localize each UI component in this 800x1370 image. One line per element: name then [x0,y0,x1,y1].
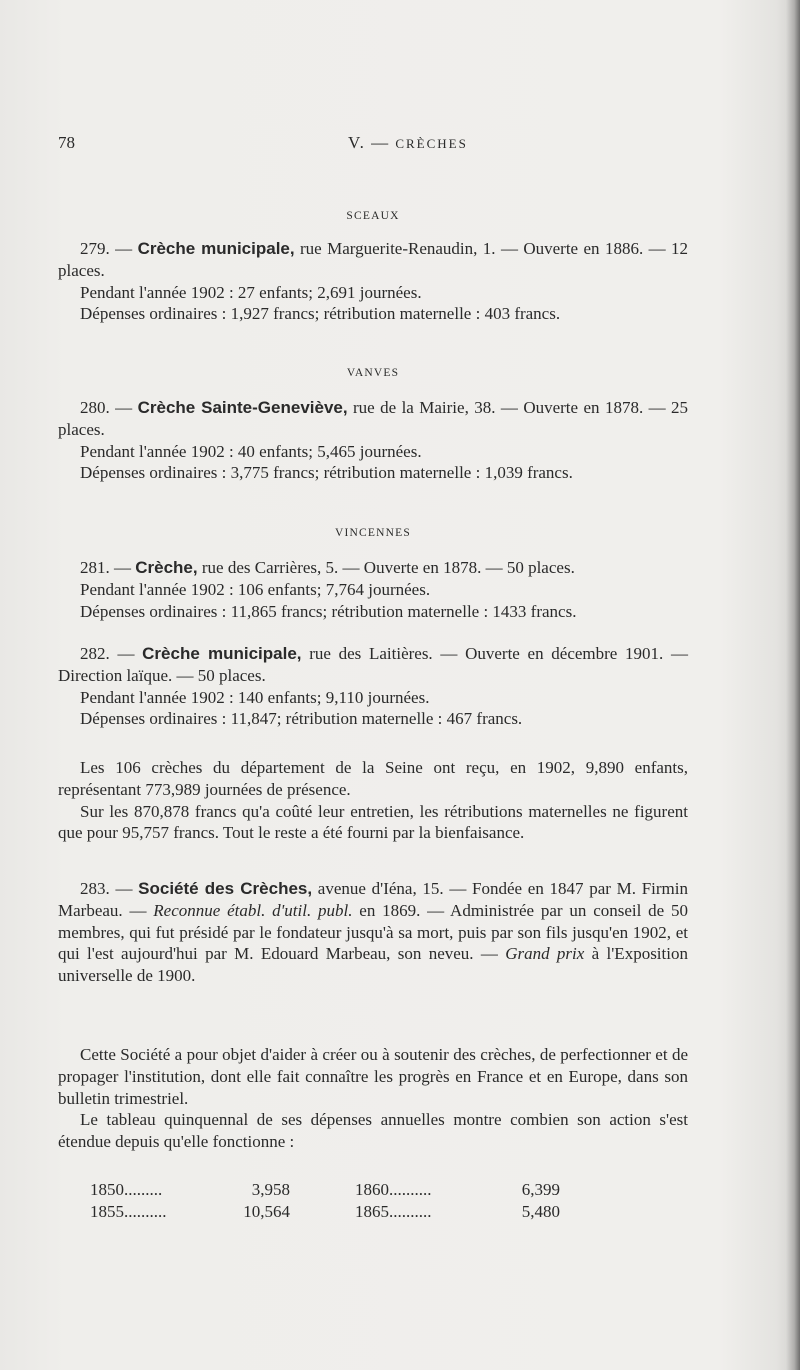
society-paragraph: Le tableau quinquennal de ses dépenses annuelles montre combien son action s'est étendue depuis qu'elle fonctionne : [58,1110,688,1152]
entry-name: Société des Crèches, [138,879,313,898]
entry-280 [58,397,688,484]
section-heading-vanves: VANVES [346,367,400,379]
entry-expenses: Dépenses ordinaires : 11,865 francs; rétribution maternelle : 1433 francs. [80,601,577,621]
entry-name: Crèche, [135,558,198,577]
page-binding-shadow [786,0,800,1370]
entry-emphasis: Reconnue établ. d'util. publ. [153,900,353,920]
entry-text: à l'Exposition universelle de 1900. [58,944,688,986]
entry-address: rue des Carrières, 5. — Ouverte en 1878. — 50 places. [197,558,575,577]
entry-expenses: Dépenses ordinaires : 11,847; rétribution maternelle : 467 francs. [80,709,523,729]
entry-name: Crèche municipale, [137,239,295,258]
running-head [348,133,468,153]
entry-address: rue des Laitières. — Ouverte en décembre 1901. — Direction laïque. — 50 places. [58,644,689,685]
entry-number: 283. — [80,879,133,898]
entry-attendance: Pendant l'année 1902 : 27 enfants; 2,691 journées. [80,282,422,302]
section-heading-vincennes: VINCENNES [335,527,411,539]
entry-number: 280. — [80,398,133,417]
entry-281 [58,557,688,622]
entry-name: Crèche municipale, [142,644,302,663]
society-description [58,1044,688,1153]
entry-attendance: Pendant l'année 1902 : 106 enfants; 7,764 journées. [80,579,431,599]
entry-name: Crèche Sainte-Geneviève, [137,398,348,417]
entry-expenses: Dépenses ordinaires : 3,775 francs; rétribution maternelle : 1,039 francs. [80,463,573,483]
table-year: 1865.......... [355,1202,432,1221]
table-value: 10,564 [243,1202,290,1221]
summary-paragraphs [58,757,688,844]
table-row [90,1202,570,1224]
entry-text: avenue d'Iéna, 15. — Fondée en 1847 par M. Firmin Marbeau. — [58,879,689,920]
summary-paragraph: Les 106 crèches du département de la Seine ont reçu, en 1902, 9,890 enfants, représentant 773,989 journées de présence. [58,758,688,799]
entry-number: 281. — [80,558,131,577]
entry-expenses: Dépenses ordinaires : 1,927 francs; rétribution maternelle : 403 francs. [80,304,561,324]
entry-text: en 1869. — Administrée par un conseil de 50 membres, qui fut présidé par le fondateur jusqu'à sa mort, puis par son fils jusqu'en 1902, et qui l'est aujourd'hui par M. Edouard Marbeau, son neveu. — [58,900,688,964]
page-number: 78 [58,133,75,152]
entry-279 [58,238,688,325]
entry-attendance: Pendant l'année 1902 : 140 enfants; 9,110 journées. [80,687,430,707]
table-year: 1850......... [90,1180,163,1199]
table-value: 6,399 [521,1180,560,1199]
expenses-table [90,1180,570,1230]
society-paragraph: Cette Société a pour objet d'aider à créer ou à soutenir des crèches, de perfectionner et de propager l'institution, dont elle fait connaître les progrès en France et en Europe, dans son bulletin trimestriel. [58,1045,688,1108]
table-row [90,1180,570,1202]
summary-paragraph: Sur les 870,878 francs qu'a coûté leur entretien, les rétributions maternelles ne figurent que pour 95,757 francs. Tout le reste a été fourni par la bienfaisance. [58,801,688,843]
running-head-title: CRÈCHES [395,136,468,151]
entry-283 [58,878,688,987]
entry-address: rue Marguerite-Renaudin, 1. — Ouverte en 1886. — 12 places. [58,239,689,280]
table-year: 1860.......... [355,1180,432,1199]
section-heading-sceaux: SCEAUX [346,210,400,222]
entry-number: 279. — [80,239,133,258]
table-value: 3,958 [251,1180,290,1199]
table-year: 1855.......... [90,1202,167,1221]
entry-address: rue de la Mairie, 38. — Ouverte en 1878. — 25 places. [58,398,689,439]
entry-282 [58,643,688,730]
running-head-prefix: V. — [348,133,390,152]
table-value: 5,480 [521,1202,560,1221]
entry-number: 282. — [80,644,135,663]
page-header [58,133,686,157]
entry-attendance: Pendant l'année 1902 : 40 enfants; 5,465 journées. [80,441,422,461]
entry-emphasis: Grand prix [505,944,585,964]
